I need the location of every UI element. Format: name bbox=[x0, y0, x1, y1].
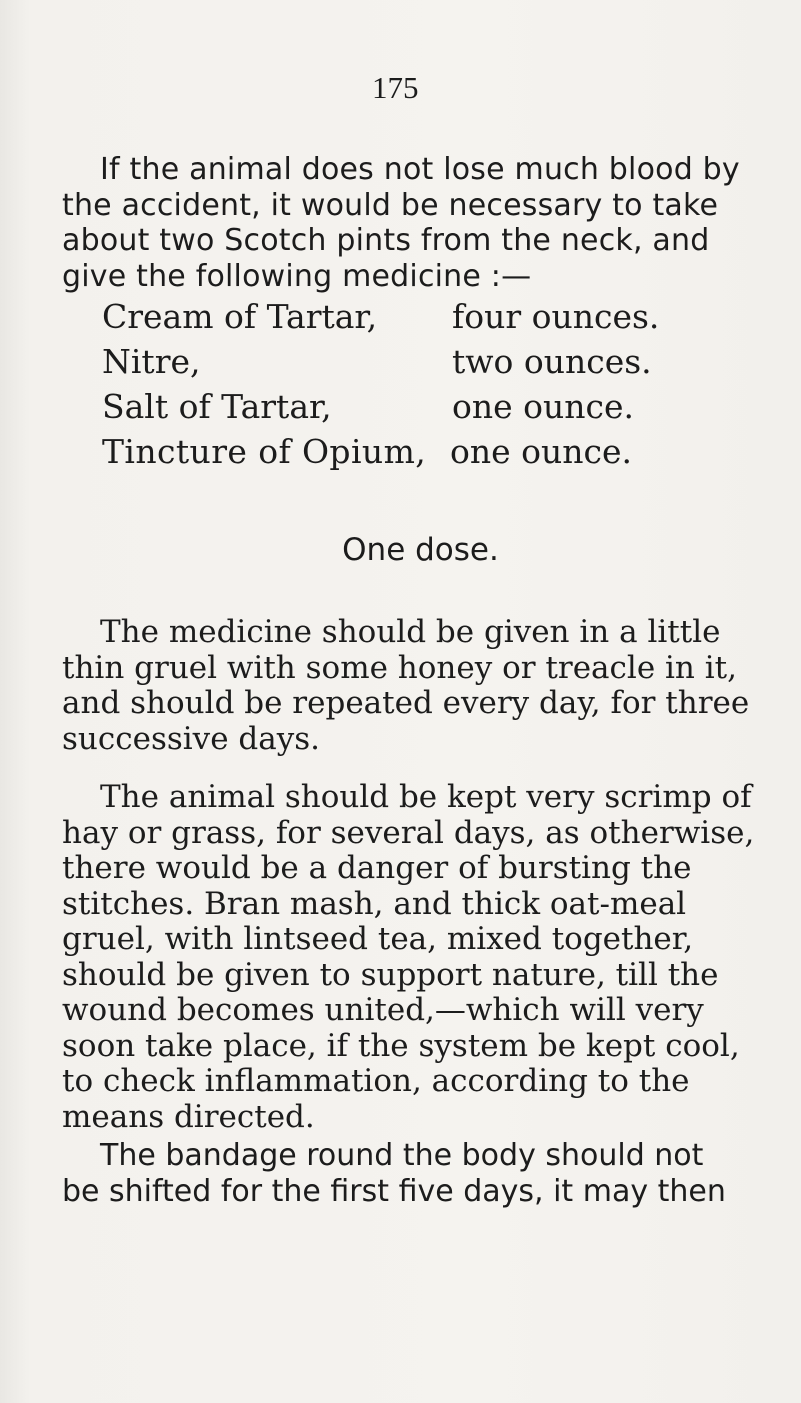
care-paragraph bbox=[62, 780, 762, 1135]
text-line: thin gruel with some honey or treacle in it, bbox=[62, 649, 737, 686]
medicine-paragraph bbox=[62, 615, 762, 757]
dose-label: One dose. bbox=[342, 532, 499, 568]
recipe-row bbox=[102, 432, 742, 477]
text-line: gruel, with lintseed tea, mixed together, bbox=[62, 921, 694, 957]
recipe-item: Nitre, bbox=[102, 342, 201, 381]
text-line: If the animal does not lose much blood by bbox=[100, 152, 740, 187]
text-line: there would be a danger of bursting the bbox=[62, 850, 692, 886]
text-line: to check inflammation, according to the bbox=[62, 1063, 690, 1099]
text-line: The bandage round the body should not bbox=[100, 1138, 704, 1173]
intro-paragraph bbox=[62, 152, 762, 294]
text-line: successive days. bbox=[62, 720, 320, 757]
recipe-amount: four ounces. bbox=[452, 297, 660, 336]
text-line: soon take place, if the system be kept cool, bbox=[62, 1027, 740, 1064]
text-line: should be given to support nature, till the bbox=[62, 956, 719, 993]
text-line: the accident, it would be necessary to take bbox=[62, 187, 719, 223]
text-line: The animal should be kept very scrimp of bbox=[100, 779, 752, 815]
text-line: and should be repeated every day, for three bbox=[62, 685, 750, 721]
recipe-row bbox=[102, 387, 742, 432]
recipe-amount: one ounce. bbox=[452, 387, 635, 426]
text-line: means directed. bbox=[62, 1098, 315, 1135]
text-line: wound becomes united,—which will very bbox=[62, 992, 704, 1028]
recipe-item: Tincture of Opium, bbox=[102, 432, 427, 471]
recipe-amount: two ounces. bbox=[452, 342, 652, 381]
text-line: be shifted for the first five days, it may then bbox=[62, 1173, 726, 1209]
recipe-amount: one ounce. bbox=[450, 432, 633, 471]
recipe-item: Cream of Tartar, bbox=[102, 297, 378, 336]
text-line: The medicine should be given in a little bbox=[100, 614, 721, 650]
text-line: give the following medicine :— bbox=[62, 258, 532, 294]
recipe-row bbox=[102, 297, 742, 342]
text-line: hay or grass, for several days, as otherwise, bbox=[62, 814, 755, 851]
recipe-item: Salt of Tartar, bbox=[102, 387, 332, 426]
page-number: 175 bbox=[372, 70, 419, 105]
recipe-row bbox=[102, 342, 742, 387]
recipe-list bbox=[102, 297, 742, 477]
bandage-paragraph bbox=[62, 1138, 762, 1209]
text-line: stitches. Bran mash, and thick oat-meal bbox=[62, 885, 687, 922]
text-line: about two Scotch pints from the neck, and bbox=[62, 223, 710, 258]
